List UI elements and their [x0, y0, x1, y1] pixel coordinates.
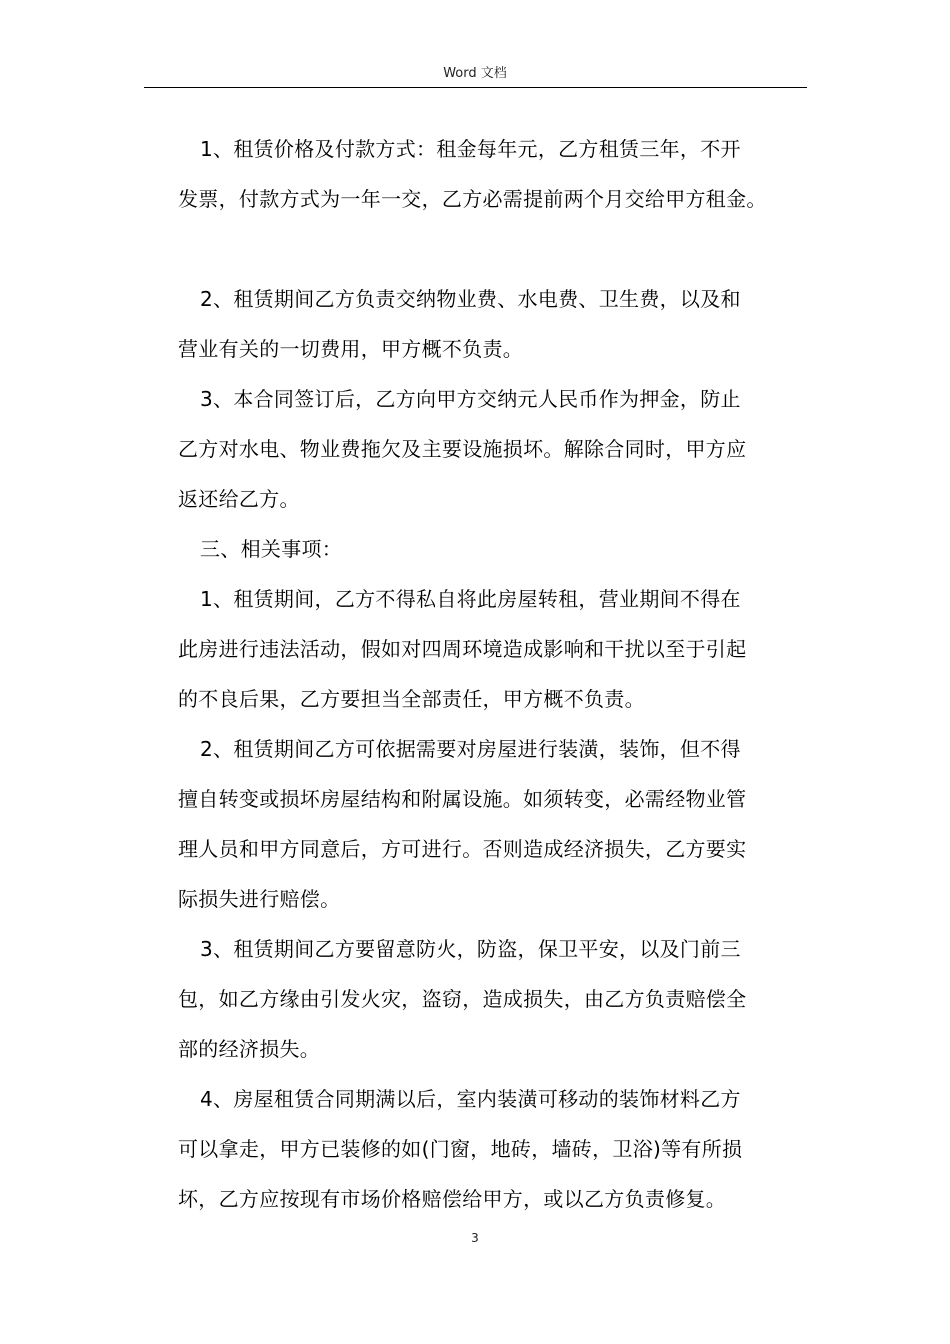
paragraph-line: 4、房屋租赁合同期满以后，室内装潢可移动的装饰材料乙方	[200, 1087, 741, 1111]
paragraph-line: 的不良后果，乙方要担当全部责任，甲方概不负责。	[178, 687, 645, 711]
paragraph-line: 2、租赁期间乙方负责交纳物业费、水电费、卫生费，以及和	[200, 287, 741, 311]
paragraph-line: 1、租赁期间，乙方不得私自将此房屋转租，营业期间不得在	[200, 587, 741, 611]
paragraph-line: 理人员和甲方同意后，方可进行。否则造成经济损失，乙方要实	[178, 837, 747, 861]
paragraph-line: 3、本合同签订后，乙方向甲方交纳元人民币作为押金，防止	[200, 387, 741, 411]
paragraph-line: 发票，付款方式为一年一交，乙方必需提前两个月交给甲方租金。	[178, 187, 767, 211]
paragraph-line: 1、租赁价格及付款方式：租金每年元，乙方租赁三年，不开	[200, 137, 741, 161]
paragraph-line: 可以拿走，甲方已装修的如(门窗，地砖，墙砖，卫浴)等有所损	[178, 1137, 743, 1161]
paragraph-deposit	[178, 374, 818, 524]
paragraph-line: 此房进行违法活动，假如对四周环境造成影响和干扰以至于引起	[178, 637, 747, 661]
page-number: 3	[471, 1231, 479, 1245]
paragraph-line: 营业有关的一切费用，甲方概不负责。	[178, 337, 524, 361]
paragraph-fire-safety	[178, 924, 818, 1074]
paragraph-line: 三、相关事项：	[200, 537, 343, 561]
paragraph-line: 乙方对水电、物业费拖欠及主要设施损坏。解除合同时，甲方应	[178, 437, 747, 461]
paragraph-line: 返还给乙方。	[178, 487, 300, 511]
paragraph-line: 坏，乙方应按现有市场价格赔偿给甲方，或以乙方负责修复。	[178, 1187, 727, 1211]
paragraph-line: 部的经济损失。	[178, 1037, 321, 1061]
section-heading	[178, 524, 818, 574]
paragraph-line: 际损失进行赔偿。	[178, 887, 341, 911]
paragraph-rent-price-payment	[178, 124, 818, 224]
paragraph-lessee-fees	[178, 274, 818, 374]
page-header: Word 文档	[443, 66, 507, 81]
paragraph-lease-expiry	[178, 1074, 818, 1224]
paragraph-no-sublet	[178, 574, 818, 724]
paragraph-line: 2、租赁期间乙方可依据需要对房屋进行装潢，装饰，但不得	[200, 737, 741, 761]
header-divider	[144, 87, 807, 88]
paragraph-line: 3、租赁期间乙方要留意防火，防盗，保卫平安，以及门前三	[200, 937, 741, 961]
paragraph-decoration	[178, 724, 818, 924]
document-body	[178, 124, 818, 1224]
paragraph-line: 包，如乙方缘由引发火灾，盗窃，造成损失，由乙方负责赔偿全	[178, 987, 747, 1011]
paragraph-line: 擅自转变或损坏房屋结构和附属设施。如须转变，必需经物业管	[178, 787, 747, 811]
